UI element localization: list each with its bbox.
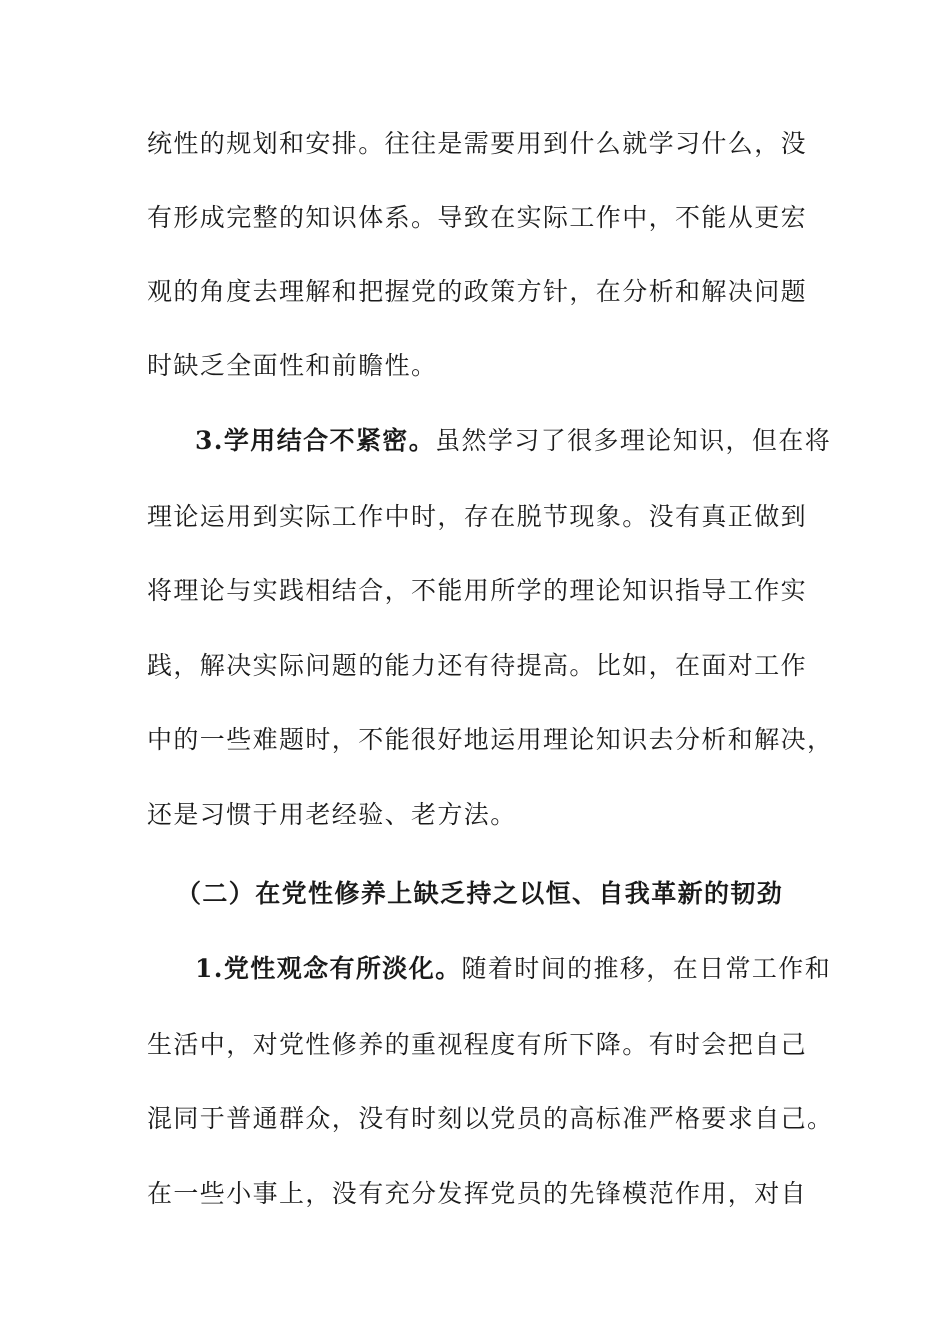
paragraph-2-line-3: 将理论与实践相结合，不能用所学的理论知识指导工作实	[147, 576, 808, 605]
section-heading: （二）在党性修养上缺乏持之以恒、自我革新的韧劲	[176, 879, 784, 908]
paragraph-2-line-4: 践，解决实际问题的能力还有待提高。比如，在面对工作	[147, 651, 808, 680]
paragraph-2-lead: 3.学用结合不紧密。	[195, 426, 436, 455]
paragraph-2-line-6: 还是习惯于用老经验、老方法。	[147, 800, 517, 829]
paragraph-1-line-1: 统性的规划和安排。往往是需要用到什么就学习什么，没	[147, 129, 808, 158]
paragraph-3-line-2: 生活中，对党性修养的重视程度有所下降。有时会把自己	[147, 1030, 808, 1059]
paragraph-1-line-3: 观的角度去理解和把握党的政策方针，在分析和解决问题	[147, 277, 808, 306]
paragraph-2-line-2: 理论运用到实际工作中时，存在脱节现象。没有真正做到	[147, 502, 808, 531]
paragraph-2-line-5: 中的一些难题时，不能很好地运用理论知识去分析和解决，	[147, 725, 834, 754]
paragraph-1-line-4: 时缺乏全面性和前瞻性。	[147, 351, 438, 380]
paragraph-1-line-2: 有形成完整的知识体系。导致在实际工作中，不能从更宏	[147, 203, 808, 232]
paragraph-3-line-3: 混同于普通群众，没有时刻以党员的高标准严格要求自己。	[147, 1104, 834, 1133]
paragraph-2-line-1-text: 虽然学习了很多理论知识，但在将	[435, 426, 832, 455]
paragraph-3-lead: 1.党性观念有所淡化。	[195, 954, 462, 983]
paragraph-3-line-1	[195, 949, 832, 989]
paragraph-3-line-1-text: 随着时间的推移，在日常工作和	[461, 954, 832, 983]
paragraph-2-line-1	[195, 421, 832, 461]
paragraph-3-line-4: 在一些小事上，没有充分发挥党员的先锋模范作用，对自	[147, 1179, 808, 1208]
